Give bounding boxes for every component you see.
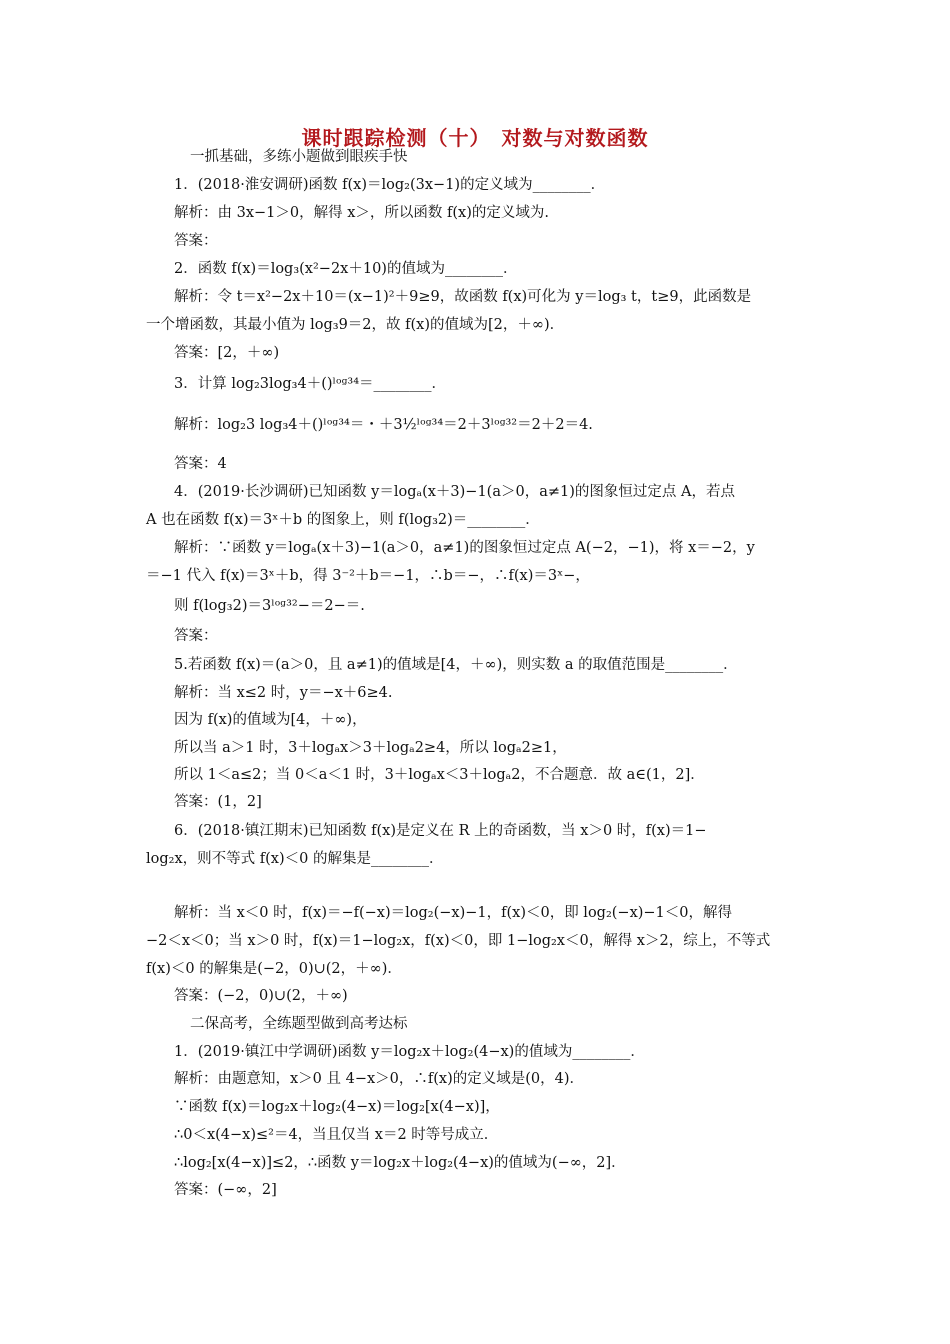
question-4-line-2: A 也在函数 f(x)＝3ˣ＋b 的图象上，则 f(log₃2)＝________． bbox=[146, 512, 540, 528]
solution-4-line-3: 则 f(log₃2)＝3ˡᵒᵍ³²−＝2−＝. bbox=[174, 598, 365, 614]
solution-3: 解析：log₂3 log₃4＋()ˡᵒᵍ³⁴＝・＋3½ˡᵒᵍ³⁴＝2＋3ˡᵒᵍ³²＝2＋2＝4. bbox=[174, 417, 593, 433]
solution-7-line-3: ∴0＜x(4−x)≤²＝4，当且仅当 x＝2 时等号成立． bbox=[174, 1127, 499, 1143]
solution-7-line-4: ∴log₂[x(4−x)]≤2，∴函数 y＝log₂x＋log₂(4−x)的值域为(−∞，2]． bbox=[174, 1155, 626, 1171]
question-4-line-1: 4．(2019·长沙调研)已知函数 y＝logₐ(x＋3)−1(a＞0，a≠1)的图象恒过定点 A，若点 bbox=[174, 484, 735, 500]
solution-1: 解析：由 3x−1＞0，解得 x＞，所以函数 f(x)的定义域为. bbox=[174, 205, 549, 221]
section-heading-advanced: 二保高考，全练题型做到高考达标 bbox=[190, 1016, 408, 1032]
solution-5-line-1: 解析：当 x≤2 时，y＝−x＋6≥4. bbox=[174, 685, 393, 701]
question-6-line-2: log₂x，则不等式 f(x)＜0 的解集是________． bbox=[146, 851, 444, 867]
answer-5: 答案：(1，2] bbox=[174, 794, 262, 810]
solution-6-line-2: −2＜x＜0；当 x＞0 时，f(x)＝1−log₂x，f(x)＜0，即 1−log₂x＜0，解得 x＞2，综上，不等式 bbox=[146, 933, 771, 949]
solution-5-line-4: 所以 1＜a≤2；当 0＜a＜1 时，3＋logₐx＜3＋logₐ2，不合题意．故 a∈(1，2]． bbox=[174, 767, 705, 783]
question-3: 3．计算 log₂3log₃4＋()ˡᵒᵍ³⁴＝________． bbox=[174, 376, 447, 392]
solution-2-line-2: 一个增函数，其最小值为 log₃9＝2，故 f(x)的值域为[2，＋∞)． bbox=[146, 317, 565, 333]
question-2: 2．函数 f(x)＝log₃(x²−2x＋10)的值域为________． bbox=[174, 261, 518, 277]
solution-7-line-1: 解析：由题意知，x＞0 且 4−x＞0，∴f(x)的定义域是(0，4)． bbox=[174, 1071, 585, 1087]
answer-4: 答案： bbox=[174, 628, 218, 644]
solution-4-line-2: ＝−1 代入 f(x)＝3ˣ＋b，得 3⁻²＋b＝−1，∴b＝−，∴f(x)＝3ˣ−， bbox=[146, 568, 590, 584]
answer-6: 答案：(−2，0)∪(2，＋∞) bbox=[174, 988, 348, 1004]
solution-5-line-2: 因为 f(x)的值域为[4，＋∞)， bbox=[174, 712, 367, 728]
question-7: 1．(2019·镇江中学调研)函数 y＝log₂x＋log₂(4−x)的值域为________． bbox=[174, 1044, 645, 1060]
answer-2: 答案：[2，＋∞) bbox=[174, 345, 280, 361]
answer-1: 答案： bbox=[174, 233, 218, 249]
section-heading-basic: 一抓基础，多练小题做到眼疾手快 bbox=[190, 149, 408, 165]
question-6-line-1: 6．(2018·镇江期末)已知函数 f(x)是定义在 R 上的奇函数，当 x＞0 时，f(x)＝1− bbox=[174, 823, 707, 839]
page-title: 课时跟踪检测（十） 对数与对数函数 bbox=[301, 126, 649, 150]
answer-3: 答案：4 bbox=[174, 456, 227, 472]
question-5: 5.若函数 f(x)＝(a＞0，且 a≠1)的值域是[4，＋∞)，则实数 a 的取值范围是________． bbox=[174, 657, 738, 673]
solution-6-line-3: f(x)＜0 的解集是(−2，0)∪(2，＋∞)． bbox=[146, 961, 402, 977]
solution-6-line-1: 解析：当 x＜0 时，f(x)＝−f(−x)＝log₂(−x)−1，f(x)＜0，即 log₂(−x)−1＜0，解得 bbox=[174, 905, 733, 921]
solution-4-line-1: 解析：∵函数 y＝logₐ(x＋3)−1(a＞0，a≠1)的图象恒过定点 A(−2，−1)，将 x＝−2，y bbox=[174, 540, 755, 556]
solution-5-line-3: 所以当 a＞1 时，3＋logₐx＞3＋logₐ2≥4，所以 logₐ2≥1， bbox=[174, 740, 567, 756]
answer-7: 答案：(−∞，2] bbox=[174, 1182, 277, 1198]
solution-7-line-2: ∵函数 f(x)＝log₂x＋log₂(4−x)＝log₂[x(4−x)]， bbox=[174, 1099, 500, 1115]
question-1: 1．(2018·淮安调研)函数 f(x)＝log₂(3x−1)的定义域为________． bbox=[174, 177, 606, 193]
solution-2-line-1: 解析：令 t＝x²−2x＋10＝(x−1)²＋9≥9，故函数 f(x)可化为 y＝log₃ t，t≥9，此函数是 bbox=[174, 289, 752, 305]
